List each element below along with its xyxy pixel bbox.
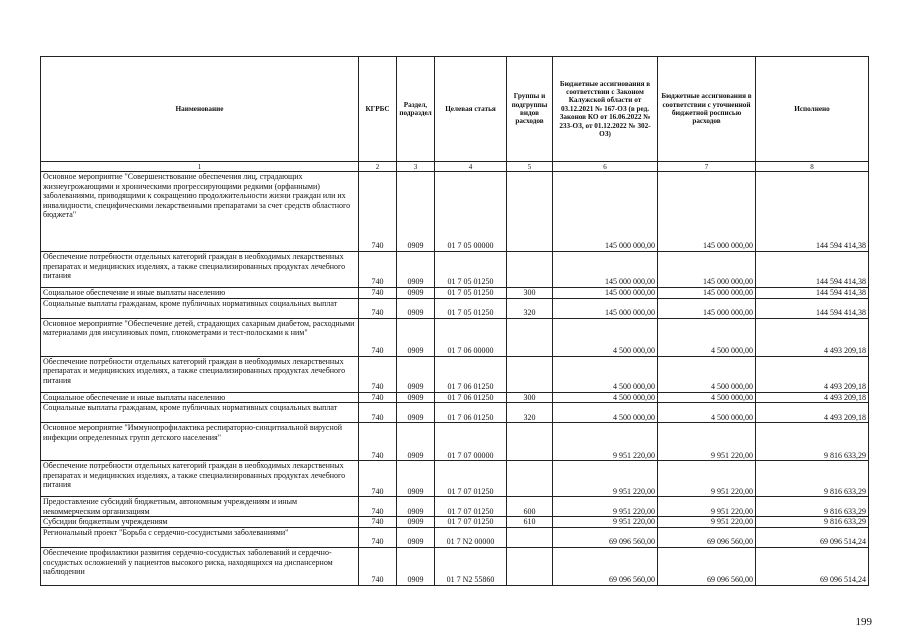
- row-expense-group: 600: [507, 497, 553, 517]
- row-law-amount: 9 951 220,00: [553, 497, 658, 517]
- row-executed-amount: 4 493 209,18: [756, 403, 869, 423]
- row-expense-group: [507, 423, 553, 461]
- table-row: [41, 318, 869, 356]
- row-law-amount: 145 000 000,00: [553, 298, 658, 318]
- row-law-amount: 69 096 560,00: [553, 527, 658, 547]
- row-expense-group: [507, 172, 553, 252]
- header-refined-allocations: Бюджетные ассигнования в соответствии с уточненной бюджетной росписью расходов: [658, 57, 756, 162]
- row-expense-group: 300: [507, 392, 553, 403]
- row-expense-group: 300: [507, 288, 553, 299]
- column-number: 2: [359, 162, 397, 172]
- row-refined-amount: 9 951 220,00: [658, 517, 756, 528]
- row-section: 0909: [397, 252, 435, 288]
- row-target-article: 01 7 N2 00000: [435, 527, 507, 547]
- row-kgrbs: 740: [359, 356, 397, 392]
- row-executed-amount: 69 096 514,24: [756, 527, 869, 547]
- row-executed-amount: 4 493 209,18: [756, 392, 869, 403]
- table-row: [41, 356, 869, 392]
- column-number: 1: [41, 162, 359, 172]
- row-kgrbs: 740: [359, 172, 397, 252]
- row-law-amount: 145 000 000,00: [553, 172, 658, 252]
- row-target-article: 01 7 06 01250: [435, 356, 507, 392]
- row-section: 0909: [397, 356, 435, 392]
- row-executed-amount: 144 594 414,38: [756, 298, 869, 318]
- row-target-article: 01 7 07 00000: [435, 423, 507, 461]
- row-target-article: 01 7 N2 55860: [435, 547, 507, 585]
- row-executed-amount: 9 816 633,29: [756, 423, 869, 461]
- row-target-article: 01 7 05 01250: [435, 298, 507, 318]
- row-kgrbs: 740: [359, 423, 397, 461]
- table-row: [41, 298, 869, 318]
- row-section: 0909: [397, 497, 435, 517]
- row-name: Социальные выплаты гражданам, кроме публичных нормативных социальных выплат: [41, 403, 359, 423]
- row-name: Социальные выплаты гражданам, кроме публичных нормативных социальных выплат: [41, 298, 359, 318]
- row-law-amount: 69 096 560,00: [553, 547, 658, 585]
- row-target-article: 01 7 05 01250: [435, 288, 507, 299]
- row-law-amount: 4 500 000,00: [553, 356, 658, 392]
- row-section: 0909: [397, 547, 435, 585]
- row-section: 0909: [397, 298, 435, 318]
- row-expense-group: 320: [507, 298, 553, 318]
- row-refined-amount: 4 500 000,00: [658, 318, 756, 356]
- row-expense-group: 610: [507, 517, 553, 528]
- row-refined-amount: 4 500 000,00: [658, 392, 756, 403]
- row-law-amount: 9 951 220,00: [553, 461, 658, 497]
- column-number-row: [41, 162, 869, 172]
- header-expense-group: Группы и подгруппы видов расходов: [507, 57, 553, 162]
- header-section: Раздел, подраздел: [397, 57, 435, 162]
- row-expense-group: [507, 252, 553, 288]
- table-body: [41, 172, 869, 586]
- row-target-article: 01 7 06 00000: [435, 318, 507, 356]
- row-law-amount: 4 500 000,00: [553, 392, 658, 403]
- row-kgrbs: 740: [359, 497, 397, 517]
- row-refined-amount: 145 000 000,00: [658, 252, 756, 288]
- row-name: Региональный проект "Борьба с сердечно-сосудистыми заболеваниями": [41, 527, 359, 547]
- row-refined-amount: 4 500 000,00: [658, 356, 756, 392]
- row-section: 0909: [397, 517, 435, 528]
- row-refined-amount: 4 500 000,00: [658, 403, 756, 423]
- row-target-article: 01 7 05 01250: [435, 252, 507, 288]
- row-name: Обеспечение потребности отдельных категорий граждан в необходимых лекарственных препаратах и медицинских изделиях, а также специализированных продуктах лечебного питания: [41, 252, 359, 288]
- row-section: 0909: [397, 288, 435, 299]
- row-kgrbs: 740: [359, 392, 397, 403]
- row-name: Обеспечение потребности отдельных категорий граждан в необходимых лекарственных препаратах и медицинских изделиях, а также специализированных продуктах лечебного питания: [41, 461, 359, 497]
- row-kgrbs: 740: [359, 288, 397, 299]
- row-target-article: 01 7 06 01250: [435, 392, 507, 403]
- column-number: 6: [553, 162, 658, 172]
- row-executed-amount: 9 816 633,29: [756, 497, 869, 517]
- row-expense-group: [507, 547, 553, 585]
- row-name: Субсидии бюджетным учреждениям: [41, 517, 359, 528]
- row-refined-amount: 69 096 560,00: [658, 547, 756, 585]
- row-law-amount: 4 500 000,00: [553, 318, 658, 356]
- row-expense-group: [507, 356, 553, 392]
- row-expense-group: [507, 318, 553, 356]
- row-executed-amount: 144 594 414,38: [756, 252, 869, 288]
- row-expense-group: [507, 461, 553, 497]
- row-section: 0909: [397, 403, 435, 423]
- row-target-article: 01 7 06 01250: [435, 403, 507, 423]
- row-kgrbs: 740: [359, 298, 397, 318]
- row-target-article: 01 7 07 01250: [435, 497, 507, 517]
- table-row: [41, 527, 869, 547]
- row-section: 0909: [397, 392, 435, 403]
- column-number: 7: [658, 162, 756, 172]
- row-executed-amount: 144 594 414,38: [756, 172, 869, 252]
- row-section: 0909: [397, 527, 435, 547]
- row-executed-amount: 144 594 414,38: [756, 288, 869, 299]
- row-target-article: 01 7 07 01250: [435, 517, 507, 528]
- row-target-article: 01 7 07 01250: [435, 461, 507, 497]
- header-law-allocations: Бюджетные ассигнования в соответствии с Законом Калужской области от 03.12.2021 № 167-ОЗ (в ред. Законов КО от 16.06.2022 № 233-ОЗ, от 01.12.2022 № 302-ОЗ): [553, 57, 658, 162]
- row-refined-amount: 145 000 000,00: [658, 288, 756, 299]
- row-refined-amount: 145 000 000,00: [658, 298, 756, 318]
- row-name: Социальное обеспечение и иные выплаты населению: [41, 392, 359, 403]
- header-row: [41, 57, 869, 162]
- row-law-amount: 4 500 000,00: [553, 403, 658, 423]
- row-executed-amount: 9 816 633,29: [756, 517, 869, 528]
- row-kgrbs: 740: [359, 461, 397, 497]
- row-executed-amount: 4 493 209,18: [756, 356, 869, 392]
- column-number: 3: [397, 162, 435, 172]
- header-kgrbs: КГРБС: [359, 57, 397, 162]
- table-row: [41, 403, 869, 423]
- row-name: Предоставление субсидий бюджетным, автономным учреждениям и иным некоммерческим организациям: [41, 497, 359, 517]
- header-executed: Исполнено: [756, 57, 869, 162]
- row-law-amount: 145 000 000,00: [553, 288, 658, 299]
- row-refined-amount: 9 951 220,00: [658, 497, 756, 517]
- row-section: 0909: [397, 172, 435, 252]
- row-name: Основное мероприятие "Совершенствование обеспечения лиц, страдающих жизнеугрожающими и хроническими прогрессирующими редкими (орфанными) заболеваниями, приводящими к сокращению продолжительности жизни граждан или их инвалидности, специфическими лекарственными препаратами за счет средств областного бюджета": [41, 172, 359, 252]
- budget-table-sheet: [40, 56, 868, 586]
- table-row: [41, 517, 869, 528]
- row-expense-group: 320: [507, 403, 553, 423]
- row-kgrbs: 740: [359, 252, 397, 288]
- row-name: Социальное обеспечение и иные выплаты населению: [41, 288, 359, 299]
- header-name: Наименование: [41, 57, 359, 162]
- row-name: Обеспечение потребности отдельных категорий граждан в необходимых лекарственных препаратах и медицинских изделиях, а также специализированных продуктах лечебного питания: [41, 356, 359, 392]
- row-target-article: 01 7 05 00000: [435, 172, 507, 252]
- budget-execution-table: [40, 56, 869, 586]
- row-law-amount: 9 951 220,00: [553, 517, 658, 528]
- row-name: Основное мероприятие "Иммунопрофилактика респираторно-синцитиальной вирусной инфекции определенных групп детского населения": [41, 423, 359, 461]
- page-number: 199: [855, 616, 872, 628]
- column-number: 4: [435, 162, 507, 172]
- row-executed-amount: 4 493 209,18: [756, 318, 869, 356]
- row-kgrbs: 740: [359, 517, 397, 528]
- row-kgrbs: 740: [359, 547, 397, 585]
- row-refined-amount: 9 951 220,00: [658, 423, 756, 461]
- table-row: [41, 172, 869, 252]
- table-row: [41, 252, 869, 288]
- table-row: [41, 288, 869, 299]
- header-target-article: Целевая статья: [435, 57, 507, 162]
- row-expense-group: [507, 527, 553, 547]
- row-section: 0909: [397, 423, 435, 461]
- row-name: Основное мероприятие "Обеспечение детей, страдающих сахарным диабетом, расходными материалами для инсулиновых помп, глюкометрами и тест-полосками к ним": [41, 318, 359, 356]
- row-law-amount: 9 951 220,00: [553, 423, 658, 461]
- row-refined-amount: 69 096 560,00: [658, 527, 756, 547]
- row-kgrbs: 740: [359, 527, 397, 547]
- column-number: 5: [507, 162, 553, 172]
- table-row: [41, 423, 869, 461]
- table-row: [41, 547, 869, 585]
- table-row: [41, 461, 869, 497]
- row-name: Обеспечение профилактики развития сердечно-сосудистых заболеваний и сердечно-сосудистых осложнений у пациентов высокого риска, находящихся на диспансерном наблюдении: [41, 547, 359, 585]
- row-law-amount: 145 000 000,00: [553, 252, 658, 288]
- row-section: 0909: [397, 461, 435, 497]
- row-kgrbs: 740: [359, 403, 397, 423]
- row-executed-amount: 69 096 514,24: [756, 547, 869, 585]
- table-row: [41, 497, 869, 517]
- column-number: 8: [756, 162, 869, 172]
- table-row: [41, 392, 869, 403]
- row-executed-amount: 9 816 633,29: [756, 461, 869, 497]
- row-section: 0909: [397, 318, 435, 356]
- row-refined-amount: 9 951 220,00: [658, 461, 756, 497]
- row-refined-amount: 145 000 000,00: [658, 172, 756, 252]
- row-kgrbs: 740: [359, 318, 397, 356]
